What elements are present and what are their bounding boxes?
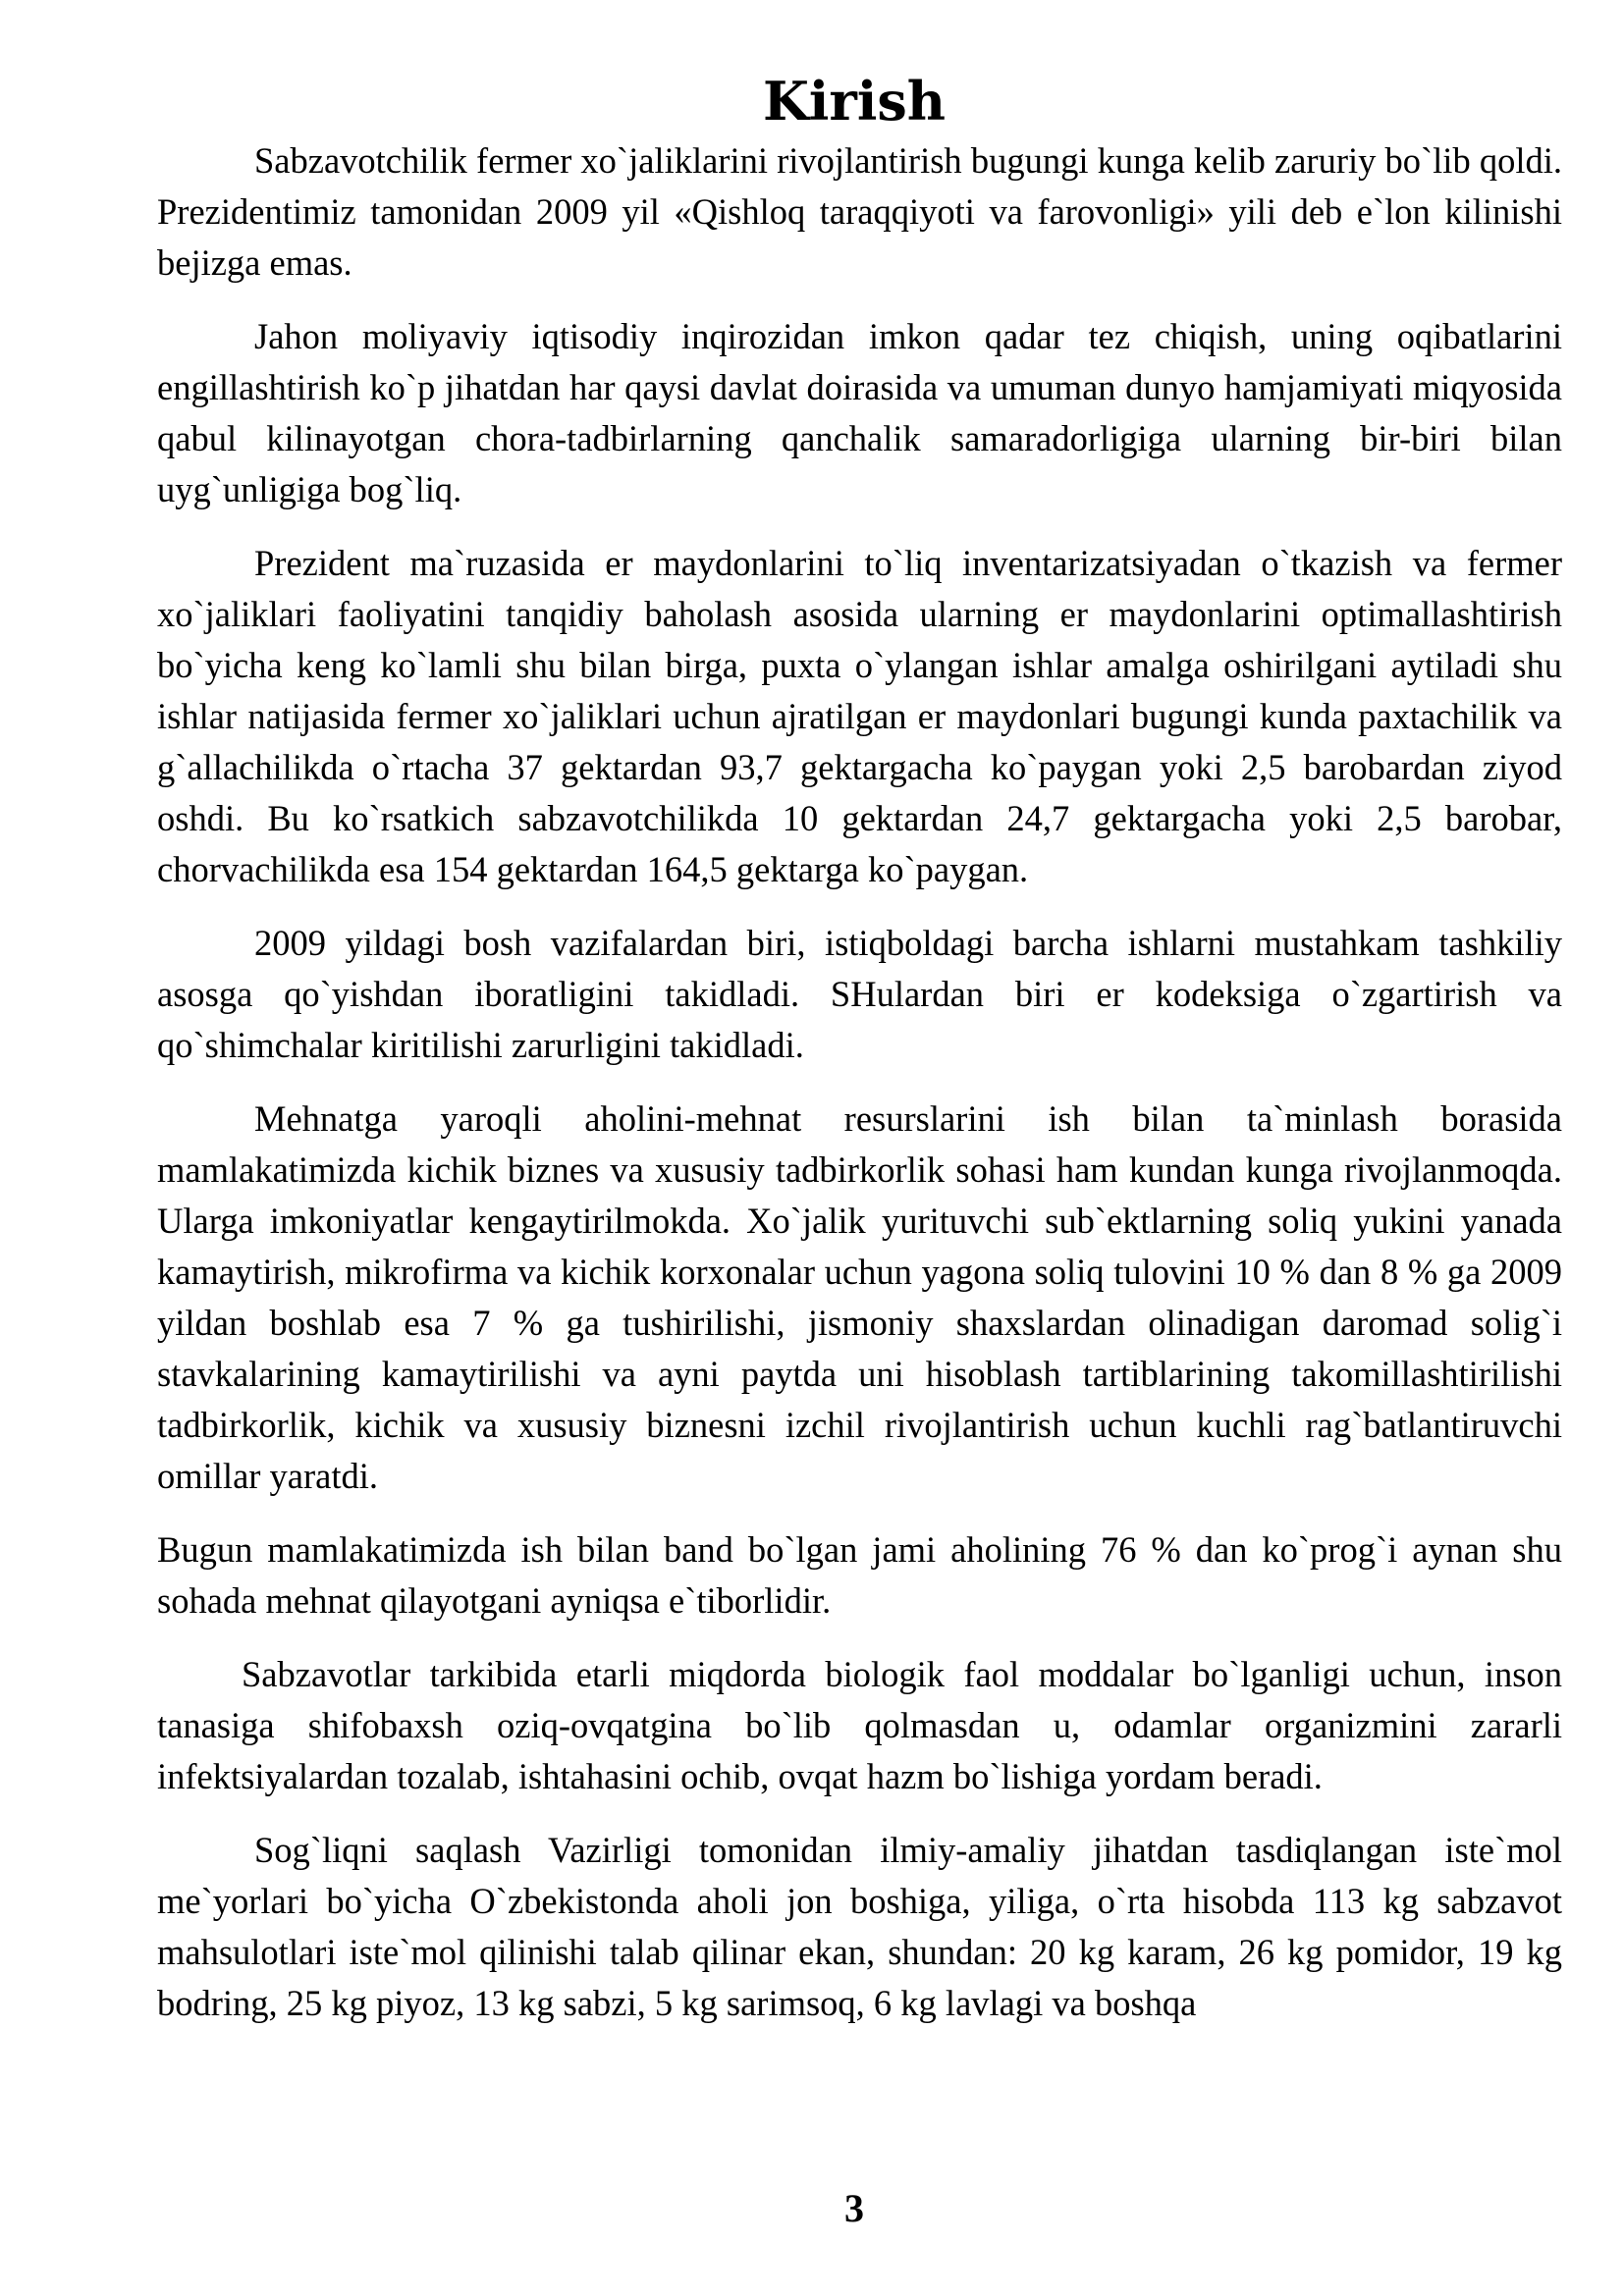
page-number: 3 [844,2186,864,2230]
page-title: Kirish [762,70,947,133]
paragraph-4: 2009 yildagi bosh vazifalardan biri, istiqboldagi barcha ishlarni mustahkam tashkiliy asosga qo`yishdan iboratligini takidladi. SHulardan biri er kodeksiga o`zgartirish va qo`shimchalar kiritilishi zarurligini takidladi. [157,923,1562,1065]
body-text [157,135,1562,2052]
paragraph-8: Sog`liqni saqlash Vazirligi tomonidan ilmiy-amaliy jihatdan tasdiqlangan iste`mol me`yorlari bo`yicha O`zbekistonda aholi jon boshiga, yiliga, o`rta hisobda 113 kg sabzavot mahsulotlari iste`mol qilinishi talab qilinar ekan, shundan: 20 kg karam, 26 kg pomidor, 19 kg bodring, 25 kg piyoz, 13 kg sabzi, 5 kg sarimsoq, 6 kg lavlagi va boshqa [157,1830,1562,2023]
paragraph-5: Mehnatga yaroqli aholini-mehnat resurslarini ish bilan ta`minlash borasida mamlakatimizda kichik biznes va xususiy tadbirkorlik sohasi ham kundan kunga rivojlanmoqda. Ularga imkoniyatlar kengaytirilmokda. Xo`jalik yurituvchi sub`ektlarning soliq yukini yanada kamaytirish, mikrofirma va kichik korxonalar uchun yagona soliq tulovini 10 % dan 8 % ga 2009 yildan boshlab esa 7 % ga tushirilishi, jismoniy shaxslardan olinadigan daromad solig`i stavkalarining kamaytirilishi va ayni paytda uni hisoblash tartiblarining takomillashtirilishi tadbirkorlik, kichik va xususiy biznesni izchil rivojlantirish uchun kuchli rag`batlantiruvchi omillar yaratdi. [157,1098,1562,1496]
paragraph-3: Prezident ma`ruzasida er maydonlarini to`liq inventarizatsiyadan o`tkazish va fermer xo`jaliklari faoliyatini tanqidiy baholash asosida ularning er maydonlarini optimallashtirish bo`yicha keng ko`lamli shu bilan birga, puxta o`ylangan ishlar amalga oshirilgani aytiladi shu ishlar natijasida fermer xo`jaliklari uchun ajratilgan er maydonlari bugungi kunda paxtachilik va g`allachilikda o`rtacha 37 gektardan 93,7 gektargacha ko`paygan yoki 2,5 barobardan ziyod oshdi. Bu ko`rsatkich sabzavotchilikda 10 gektardan 24,7 gektargacha yoki 2,5 barobar, chorvachilikda esa 154 gektardan 164,5 gektarga ko`paygan. [157,543,1562,889]
paragraph-1: Sabzavotchilik fermer xo`jaliklarini rivojlantirish bugungi kunga kelib zaruriy bo`lib qoldi. Prezidentimiz tamonidan 2009 yil «Qishloq taraqqiyoti va farovonligi» yili deb e`lon kilinishi bejizga emas. [157,140,1562,283]
paragraph-7: Sabzavotlar tarkibida etarli miqdorda biologik faol moddalar bo`lganligi uchun, inson tanasiga shifobaxsh oziq-ovqatgina bo`lib qolmasdan u, odamlar organizmini zararli infektsiyalardan tozalab, ishtahasini ochib, ovqat hazm bo`lishiga yordam beradi. [157,1654,1562,1796]
paragraph-6: Bugun mamlakatimizda ish bilan band bo`lgan jami aholining 76 % dan ko`prog`i aynan shu sohada mehnat qilayotgani ayniqsa e`tiborlidir. [157,1529,1562,1621]
paragraph-2: Jahon moliyaviy iqtisodiy inqirozidan imkon qadar tez chiqish, uning oqibatlarini engillashtirish ko`p jihatdan har qaysi davlat doirasida va umuman dunyo hamjamiyati miqyosida qabul kilinayotgan chora-tadbirlarning qanchalik samaradorligiga ularning bir-biri bilan uyg`unligiga bog`liq. [157,316,1562,509]
